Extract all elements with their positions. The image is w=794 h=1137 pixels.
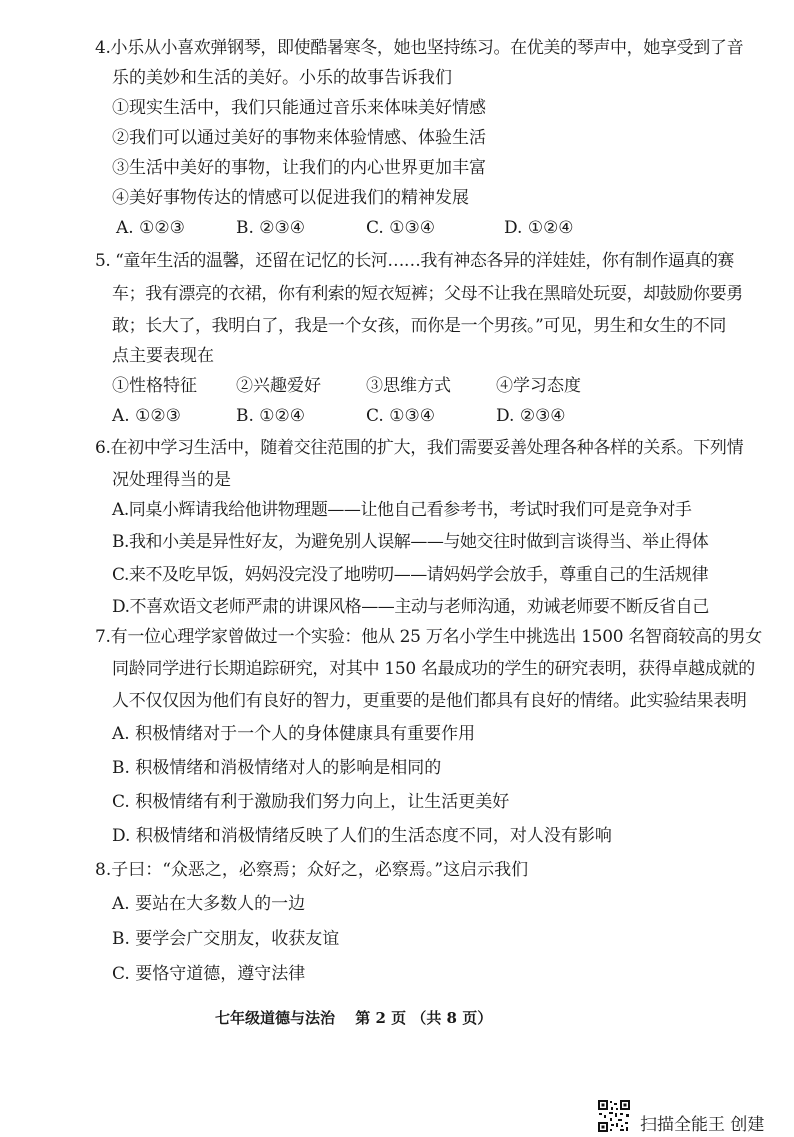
question-text: 点主要表现在	[112, 346, 214, 366]
scanner-watermark: 扫描全能王 创建	[640, 1115, 765, 1135]
statement: ④学习态度	[496, 376, 581, 396]
question-text: 7.有一位心理学家曾做过一个实验：他从 25 万名小学生中挑选出 1500 名智商较高的男女	[95, 627, 762, 647]
option-b: B.我和小美是异性好友，为避免别人误解——与她交往时做到言谈得当、举止得体	[112, 532, 709, 552]
statement: ①现实生活中，我们只能通过音乐来体味美好情感	[112, 98, 486, 118]
statement: ③思维方式	[366, 376, 451, 396]
question-text: 况处理得当的是	[112, 470, 231, 490]
option-b: B. ②③④	[236, 218, 306, 238]
option-d: D. 积极情绪和消极情绪反映了人们的生活态度不同，对人没有影响	[112, 826, 612, 846]
question-text: 6.在初中学习生活中，随着交往范围的扩大，我们需要妥善处理各种各样的关系。下列情	[95, 438, 744, 458]
question-text: 人不仅仅因为他们有良好的智力，更重要的是他们都具有良好的情绪。此实验结果表明	[112, 691, 747, 711]
option-a: A.同桌小辉请我给他讲物理题——让他自己看参考书，考试时我们可是竞争对手	[112, 500, 692, 520]
statement: ②我们可以通过美好的事物来体验情感、体验生活	[112, 128, 486, 148]
option-d: D.不喜欢语文老师严肃的讲课风格——主动与老师沟通，劝诫老师要不断反省自己	[112, 597, 709, 617]
option-a: A. 积极情绪对于一个人的身体健康具有重要作用	[112, 724, 476, 744]
question-text: 5. “童年生活的温馨，还留在记忆的长河……我有神态各异的洋娃娃，你有制作逼真的赛	[95, 251, 734, 271]
option-c: C. 积极情绪有利于激励我们努力向上，让生活更美好	[112, 792, 510, 812]
page-footer: 七年级道德与法治 第 2 页 （共 8 页）	[215, 1009, 493, 1027]
question-text: 4.小乐从小喜欢弹钢琴，即使酷暑寒冬，她也坚持练习。在优美的琴声中，她享受到了音	[95, 38, 744, 58]
question-text: 敢；长大了，我明白了，我是一个女孩，而你是一个男孩。”可见，男生和女生的不同	[112, 316, 726, 336]
statement: ①性格特征	[112, 376, 197, 396]
option-d: D. ①②④	[504, 218, 574, 238]
option-c: C. ①③④	[366, 406, 435, 426]
qr-code-icon	[597, 1099, 631, 1133]
question-text: 乐的美妙和生活的美好。小乐的故事告诉我们	[112, 68, 452, 88]
option-b: B. 积极情绪和消极情绪对人的影响是相同的	[112, 758, 442, 778]
option-d: D. ②③④	[496, 406, 566, 426]
statement: ②兴趣爱好	[236, 376, 321, 396]
option-c: C. ①③④	[366, 218, 435, 238]
question-text: 同龄同学进行长期追踪研究，对其中 150 名最成功的学生的研究表明，获得卓越成就的	[112, 659, 755, 679]
option-a: A. 要站在大多数人的一边	[112, 894, 306, 914]
option-c: C. 要恪守道德，遵守法律	[112, 964, 306, 984]
question-text: 车；我有漂亮的衣裙，你有利索的短衣短裤；父母不让我在黑暗处玩耍，却鼓励你要勇	[112, 284, 743, 304]
option-c: C.来不及吃早饭，妈妈没完没了地唠叨——请妈妈学会放手，尊重自己的生活规律	[112, 565, 709, 585]
option-b: B. ①②④	[236, 406, 306, 426]
option-a: A. ①②③	[116, 218, 185, 238]
option-b: B. 要学会广交朋友，收获友谊	[112, 929, 340, 949]
option-a: A. ①②③	[112, 406, 181, 426]
statement: ③生活中美好的事物，让我们的内心世界更加丰富	[112, 158, 486, 178]
question-text: 8.子曰：“众恶之，必察焉；众好之，必察焉。”这启示我们	[95, 860, 529, 880]
statement: ④美好事物传达的情感可以促进我们的精神发展	[112, 188, 469, 208]
